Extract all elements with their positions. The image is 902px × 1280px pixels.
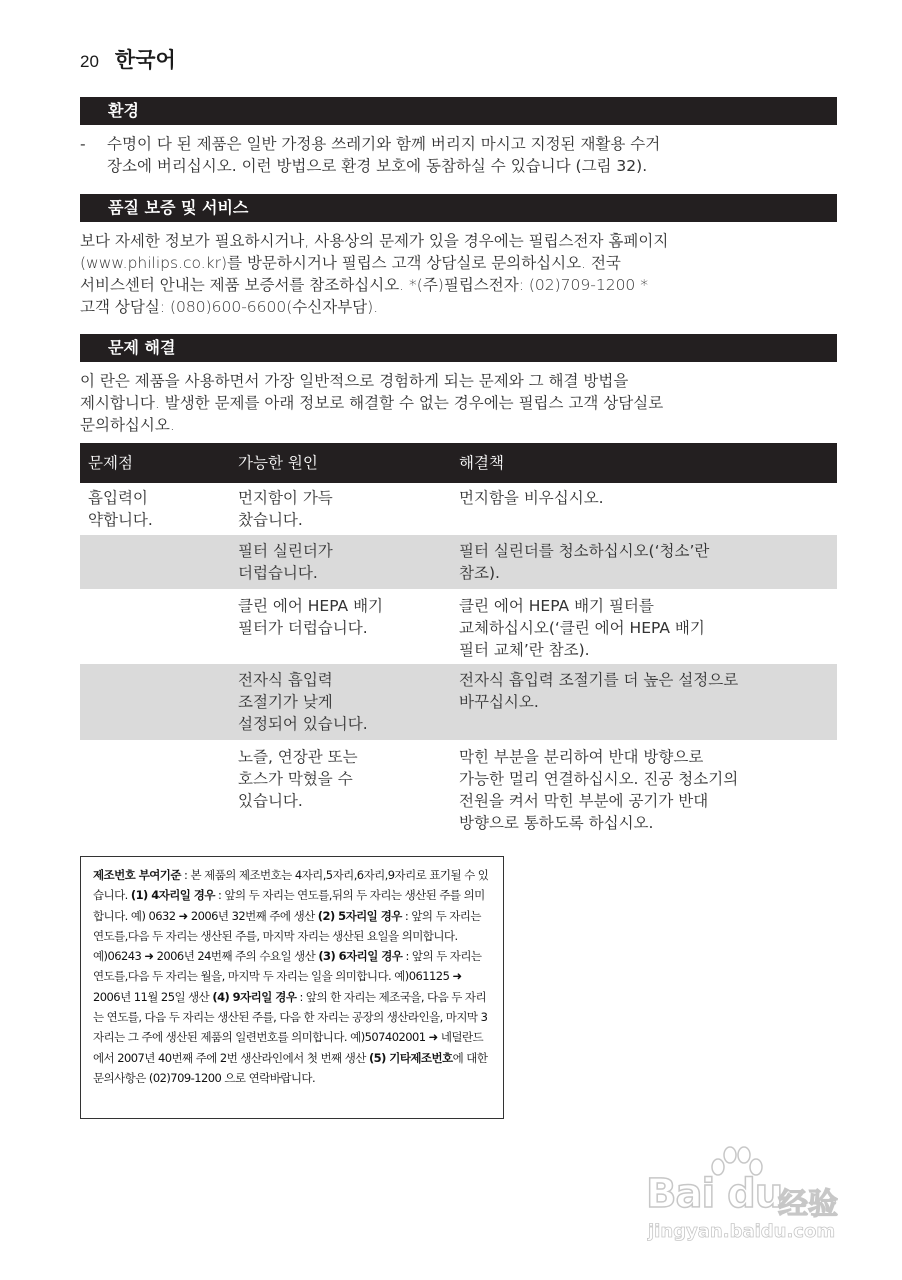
cell-problem xyxy=(80,487,238,535)
cell-line: 전자식 흡입력 xyxy=(238,671,333,689)
cell-cause xyxy=(238,669,459,740)
header-solution: 해결책 xyxy=(459,454,504,472)
cell-cause xyxy=(238,487,459,535)
notice-case-other: (5) 기타제조번호 xyxy=(368,1050,453,1065)
page-number: 20 xyxy=(80,52,99,71)
cell-line: 필터 실린더가 xyxy=(238,542,333,560)
cell-line: 클린 에어 HEPA 배기 필터를 xyxy=(459,597,654,615)
cell-line: 설정되어 있습니다. xyxy=(238,715,368,733)
table-row xyxy=(80,483,837,535)
section-title-environment: 환경 xyxy=(80,97,837,125)
watermark-cn: 经验 xyxy=(778,1187,838,1222)
text-line: 보다 자세한 정보가 필요하시거나, 사용상의 문제가 있을 경우에는 필립스전자 홈페이지 xyxy=(80,232,669,250)
cell-problem xyxy=(80,595,238,664)
watermark-brand: Bai du xyxy=(646,1171,783,1217)
cell-line: 먼지함을 비우십시오. xyxy=(459,489,604,507)
section-title-warranty: 품질 보증 및 서비스 xyxy=(80,194,837,222)
watermark-url: jingyan.baidu.com xyxy=(648,1221,836,1242)
notice-text: : 앞의 두 자리는 연도를,뒤의 두 자리는 생산된 주를 의미합니다. 예) 0632 ➜ 2006년 32번째 주에 생산 xyxy=(93,888,485,923)
cell-line: 필터 교체’란 참조). xyxy=(459,641,590,659)
notice-text: : 앞의 두 자리는 연도를,다음 두 자리는 생산된 주를, 마지막 자리는 생산된 요일을 의미합니다.예)06243 ➜ 2006년 24번째 주의 수요일 생산 xyxy=(93,908,481,964)
notice-case-9digit: (4) 9자리일 경우 xyxy=(212,989,297,1004)
cell-line: 먼지함이 가득 xyxy=(238,489,333,507)
cell-line: 교체하십시오(‘클린 에어 HEPA 배기 xyxy=(459,619,705,637)
table-row xyxy=(80,535,837,589)
cell-cause xyxy=(238,595,459,664)
cell-line: 전원을 켜서 막힌 부분에 공기가 반대 xyxy=(459,792,709,810)
cell-line: 찼습니다. xyxy=(238,511,303,529)
troubleshooting-text xyxy=(80,370,840,436)
header-cause: 가능한 원인 xyxy=(238,454,318,472)
bullet-dash: - xyxy=(80,135,86,153)
cell-line: 호스가 막혔을 수 xyxy=(238,770,353,788)
cell-line: 방향으로 통하도록 하십시오. xyxy=(459,814,654,832)
page-header xyxy=(80,44,176,74)
serial-number-notice xyxy=(80,856,504,1119)
cell-line: 클린 에어 HEPA 배기 xyxy=(238,597,384,615)
text-line: 장소에 버리십시오. 이런 방법으로 환경 보호에 동참하실 수 있습니다 (그림 32). xyxy=(107,157,648,175)
cell-line: 필터 실린더를 청소하십시오(‘청소’란 xyxy=(459,542,710,560)
notice-case-5digit: (2) 5자리일 경우 xyxy=(317,908,402,923)
cell-line: 흡입력이 xyxy=(88,489,148,507)
page-language: 한국어 xyxy=(114,48,176,72)
environment-text xyxy=(107,133,660,177)
notice-case-4digit: (1) 4자리일 경우 xyxy=(130,888,215,903)
troubleshooting-table xyxy=(80,443,837,836)
cell-solution xyxy=(459,669,837,740)
text-line: 제시합니다. 발생한 문제를 아래 정보로 해결할 수 없는 경우에는 필립스 고객 상담실로 xyxy=(80,394,664,412)
notice-text: : 앞의 두 자리는 연도를,다음 두 자리는 월을, 마지막 두 자리는 일을 의미합니다. 예)061125 ➜ 2006년 11월 25일 생산 xyxy=(93,949,482,1004)
notice-text: : 앞의 한 자리는 제조국을, 다음 두 자리는 연도를, 다음 두 자리는 생산된 주를, 다음 한 자리는 공장의 생산라인을, 마지막 3자리는 그 주에 생산된 제품의 일련번호를 의미합니다. 예)507402001 ➜ 네덜란드에서 2007년 40번째 주에 2번 생산라인에서 첫 번째 생산 xyxy=(93,989,488,1065)
cell-line: 더럽습니다. xyxy=(238,564,318,582)
cell-cause xyxy=(238,540,459,589)
header-problem: 문제점 xyxy=(88,454,133,472)
cell-line: 참조). xyxy=(459,564,500,582)
notice-heading: 제조번호 부여기준 xyxy=(93,868,181,882)
cell-line: 막힌 부분을 분리하여 반대 방향으로 xyxy=(459,748,704,766)
cell-line: 가능한 멀리 연결하십시오. 진공 청소기의 xyxy=(459,770,739,788)
cell-problem xyxy=(80,746,238,836)
cell-line: 있습니다. xyxy=(238,792,303,810)
cell-line: 필터가 더럽습니다. xyxy=(238,619,368,637)
table-row xyxy=(80,589,837,664)
cell-line: 노즐, 연장관 또는 xyxy=(238,748,358,766)
environment-bullet xyxy=(80,133,840,177)
cell-solution xyxy=(459,595,837,664)
section-title-troubleshooting: 문제 해결 xyxy=(80,334,837,362)
text-line: 고객 상담실: (080)600-6600(수신자부담). xyxy=(80,298,379,316)
cell-solution xyxy=(459,746,837,836)
warranty-text xyxy=(80,230,840,318)
text-line: 서비스센터 안내는 제품 보증서를 참조하십시오. *(주)필립스전자: (02)709-1200 * xyxy=(80,276,648,294)
table-row xyxy=(80,664,837,740)
text-line: 문의하십시오. xyxy=(80,416,175,434)
notice-case-6digit: (3) 6자리일 경우 xyxy=(318,949,403,964)
cell-problem xyxy=(80,669,238,740)
cell-solution xyxy=(459,487,837,535)
cell-solution xyxy=(459,540,837,589)
table-header xyxy=(80,443,837,483)
cell-cause xyxy=(238,746,459,836)
cell-line: 바꾸십시오. xyxy=(459,693,539,711)
cell-line: 전자식 흡입력 조절기를 더 높은 설정으로 xyxy=(459,671,739,689)
cell-problem xyxy=(80,540,238,589)
text-line: (www.philips.co.kr)를 방문하시거나 필립스 고객 상담실로 문의하십시오. 전국 xyxy=(80,254,621,272)
text-line: 이 란은 제품을 사용하면서 가장 일반적으로 경험하게 되는 문제와 그 해결 방법을 xyxy=(80,372,629,390)
notice-text: 에 대한 문의사항은 (02)709-1200 으로 연락바랍니다. xyxy=(93,1050,488,1085)
table-row xyxy=(80,740,837,836)
text-line: 수명이 다 된 제품은 일반 가정용 쓰레기와 함께 버리지 마시고 지정된 재활용 수거 xyxy=(107,135,661,153)
cell-line: 약합니다. xyxy=(88,511,153,529)
baidu-watermark xyxy=(640,1145,850,1255)
cell-line: 조절기가 낮게 xyxy=(238,693,333,711)
notice-text: : 본 제품의 제조번호는 4자리,5자리,6자리,9자리로 표기될 수 있습니다. xyxy=(93,868,489,903)
